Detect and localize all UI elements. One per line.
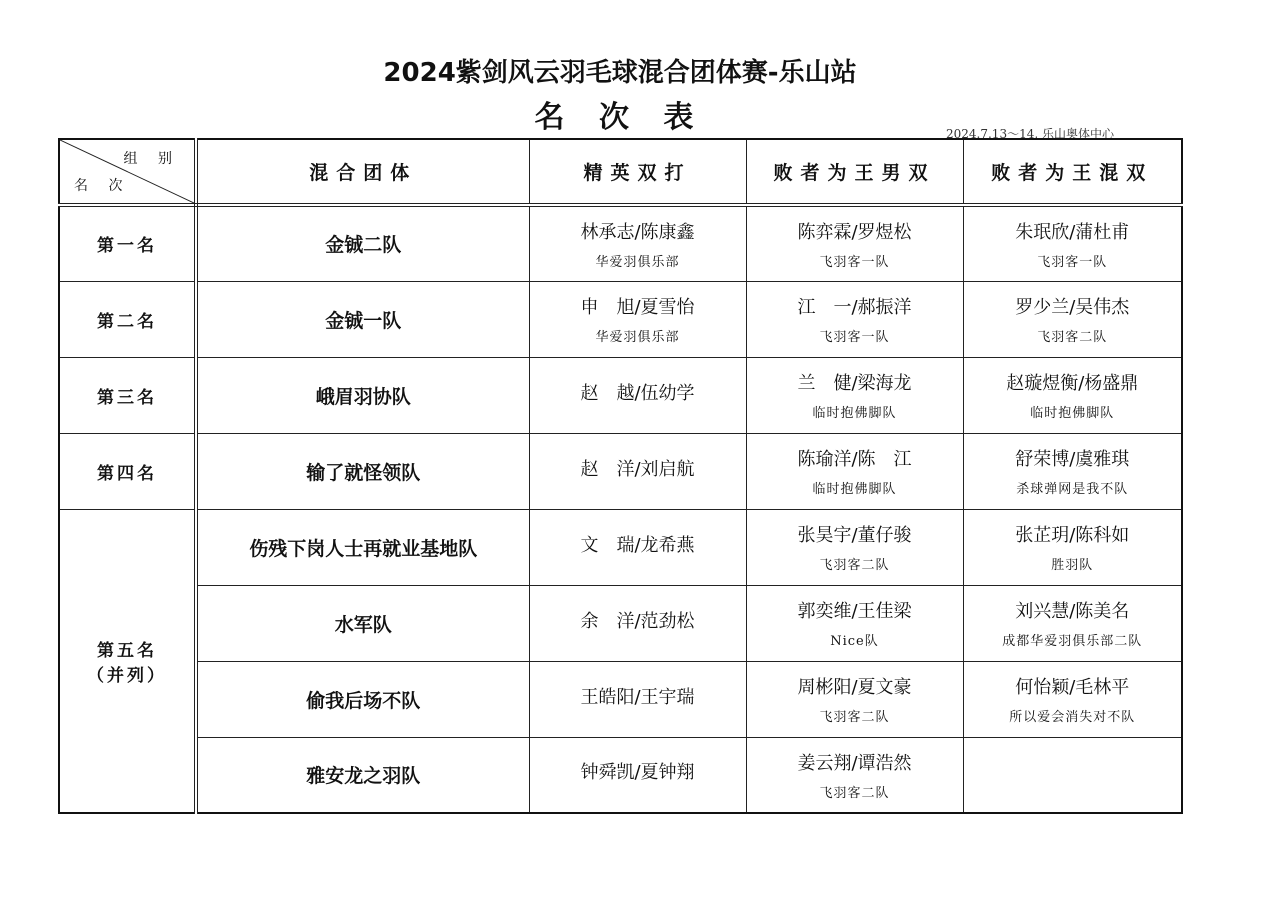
document-subtitle: 名 次 表 <box>534 100 706 135</box>
elite-entry <box>529 281 746 357</box>
club-name: 杀球弹网是我不队 <box>1016 482 1129 497</box>
player-pair: 陈瑜洋/陈 江 <box>797 449 912 470</box>
rank-label: 第四名 <box>59 433 196 509</box>
mens-entry <box>746 737 963 813</box>
player-pair: 兰 健/梁海龙 <box>797 373 912 394</box>
player-pair: 姜云翔/谭浩然 <box>797 752 912 774</box>
table-row <box>59 737 1182 813</box>
player-pair: 余 洋/范劲松 <box>580 610 695 632</box>
table-row <box>59 509 1182 585</box>
club-name: 所以爱会消失对不队 <box>1009 710 1136 725</box>
corner-cell <box>59 139 196 205</box>
club-name: 飞羽客二队 <box>819 558 890 573</box>
club-name: 飞羽客二队 <box>819 785 890 801</box>
team-name: 金铖一队 <box>196 281 529 357</box>
team-name: 输了就怪领队 <box>196 433 529 509</box>
table-header-row <box>59 139 1182 205</box>
elite-entry <box>529 661 746 737</box>
rank-label: 第二名 <box>59 281 196 357</box>
club-name: 华爱羽俱乐部 <box>595 254 680 270</box>
elite-entry <box>529 509 746 585</box>
elite-entry <box>529 737 746 813</box>
mens-entry <box>746 509 963 585</box>
player-pair: 钟舜凯/夏钟翔 <box>580 762 695 784</box>
team-name: 峨眉羽协队 <box>196 357 529 433</box>
club-name: 飞羽客二队 <box>819 710 890 725</box>
rank-label-fifth <box>59 509 196 813</box>
player-pair: 张昊宇/董仔骏 <box>797 525 912 546</box>
mixed-entry <box>963 433 1182 509</box>
elite-entry <box>529 205 746 281</box>
elite-entry <box>529 585 746 661</box>
team-name: 伤残下岗人士再就业基地队 <box>196 509 529 585</box>
column-header-elite-doubles: 精英双打 <box>529 139 746 205</box>
club-name: 飞羽客一队 <box>819 330 890 345</box>
player-pair: 舒荣博/虞雅琪 <box>1015 449 1130 470</box>
team-name: 偷我后场不队 <box>196 661 529 737</box>
player-pair: 赵 越/伍幼学 <box>580 382 695 404</box>
player-pair: 郭奕维/王佳梁 <box>797 601 912 622</box>
mixed-entry <box>963 509 1182 585</box>
mixed-entry <box>963 205 1182 281</box>
club-name: 临时抱佛脚队 <box>1030 406 1115 421</box>
club-name: 飞羽客一队 <box>1037 254 1108 270</box>
club-name: 华爱羽俱乐部 <box>595 330 680 345</box>
player-pair: 周彬阳/夏文豪 <box>797 677 912 698</box>
table-row <box>59 281 1182 357</box>
table-row <box>59 585 1182 661</box>
table-row <box>59 433 1182 509</box>
team-name: 雅安龙之羽队 <box>196 737 529 813</box>
team-name: 水军队 <box>196 585 529 661</box>
document-title: 2024紫剑风云羽毛球混合团体赛-乐山站 <box>383 58 857 88</box>
rank-label: 第三名 <box>59 357 196 433</box>
rank-label: 第五名 <box>97 640 157 661</box>
date-venue: 2024.7.13～14, 乐山奥体中心 <box>946 127 1114 141</box>
player-pair: 朱珉欣/蒲杜甫 <box>1015 221 1130 243</box>
tied-label: （并列） <box>87 665 167 686</box>
player-pair: 罗少兰/吴伟杰 <box>1015 297 1130 318</box>
club-name: 飞羽客二队 <box>1037 330 1108 345</box>
elite-entry <box>529 357 746 433</box>
mens-entry <box>746 281 963 357</box>
mens-entry <box>746 205 963 281</box>
mens-entry <box>746 585 963 661</box>
ranking-table <box>58 138 1183 814</box>
player-pair: 文 瑞/龙希燕 <box>580 534 695 556</box>
mixed-entry <box>963 585 1182 661</box>
player-pair: 王皓阳/王宇瑞 <box>580 686 695 708</box>
corner-group-label: 组 别 <box>123 151 180 167</box>
club-name: 成都华爱羽俱乐部二队 <box>1002 634 1143 649</box>
player-pair: 申 旭/夏雪怡 <box>580 297 695 318</box>
club-name: Nice队 <box>830 634 879 649</box>
mens-entry <box>746 357 963 433</box>
club-name: 飞羽客一队 <box>819 254 890 270</box>
player-pair: 林承志/陈康鑫 <box>580 221 695 243</box>
table-row <box>59 205 1182 281</box>
column-header-mens-doubles: 败者为王男双 <box>746 139 963 205</box>
player-pair: 赵璇煜衡/杨盛鼎 <box>1006 373 1139 394</box>
player-pair: 赵 洋/刘启航 <box>580 458 695 480</box>
player-pair: 江 一/郝振洋 <box>797 297 912 318</box>
player-pair: 何怡颖/毛林平 <box>1015 677 1130 698</box>
mixed-entry <box>963 281 1182 357</box>
player-pair: 陈弈霖/罗煜松 <box>797 221 912 243</box>
player-pair: 张芷玥/陈科如 <box>1015 525 1130 546</box>
club-name: 胜羽队 <box>1051 558 1094 573</box>
mixed-entry <box>963 737 1182 813</box>
club-name: 临时抱佛脚队 <box>812 482 897 497</box>
mens-entry <box>746 433 963 509</box>
club-name: 临时抱佛脚队 <box>812 406 897 421</box>
table-row <box>59 661 1182 737</box>
mixed-entry <box>963 357 1182 433</box>
corner-rank-label: 名 次 <box>74 178 131 194</box>
mens-entry <box>746 661 963 737</box>
mixed-entry <box>963 661 1182 737</box>
player-pair: 刘兴慧/陈美名 <box>1015 601 1130 622</box>
table-row <box>59 357 1182 433</box>
column-header-mixed-doubles: 败者为王混双 <box>963 139 1182 205</box>
elite-entry <box>529 433 746 509</box>
column-header-mixed-team: 混合团体 <box>196 139 529 205</box>
team-name: 金铖二队 <box>196 205 529 281</box>
rank-label: 第一名 <box>59 205 196 281</box>
